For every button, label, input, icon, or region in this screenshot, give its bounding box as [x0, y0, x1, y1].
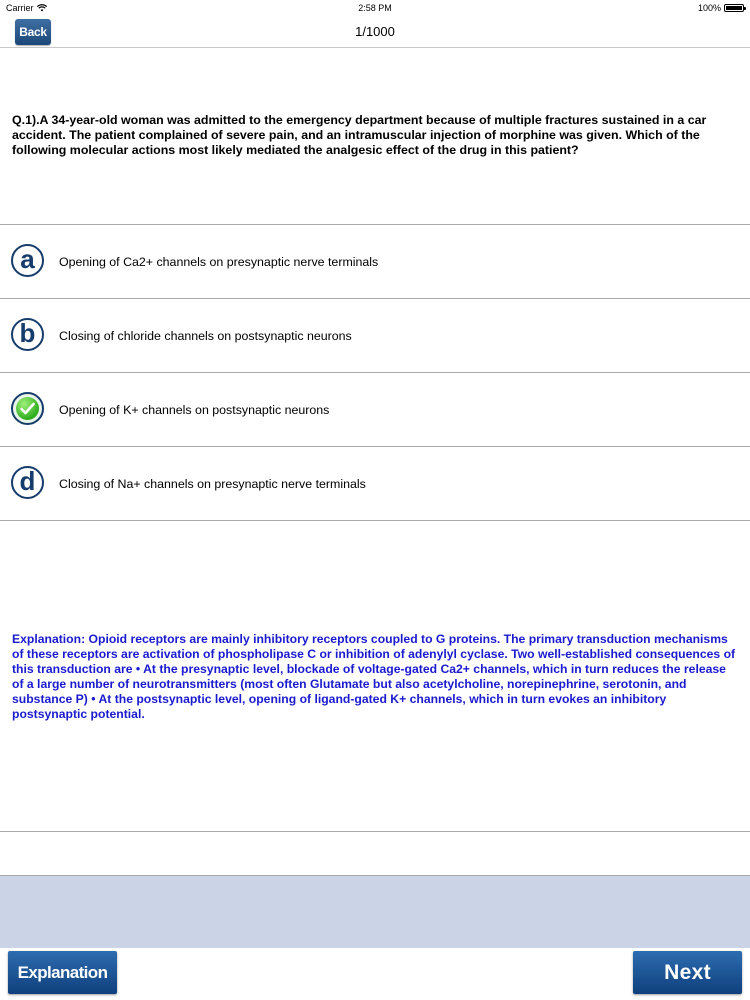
option-text: Closing of chloride channels on postsynaptic neurons — [59, 328, 352, 343]
option-text: Opening of Ca2+ channels on presynaptic nerve terminals — [59, 254, 379, 269]
question-text: Q.1).A 34-year-old woman was admitted to the emergency department because of multiple fractures sustained in a car accident. The patient complained of severe pain, and an intramuscular injection of morphine was given. Which of the following molecular actions most likely mediated the analgesic effect of the drug in this patient? — [12, 113, 707, 157]
explanation-text: Explanation: Opioid receptors are mainly inhibitory receptors coupled to G proteins. The primary transduction mechanisms of these receptors are activation of phospholipase C or inhibition of adenylyl cyclase. Two well-established consequences of this transduction are • At the presynaptic level, blockade of voltage-gated Ca2+ channels, which in turn reduces the release of a large number of neurotransmitters (most often Glutamate but also acetylcholine, norepinephrine, serotonin, and substance P) • At the postsynaptic level, opening of ligand-gated K+ channels, which in turn evokes an inhibitory postsynaptic potential. — [12, 632, 736, 721]
back-button[interactable]: Back — [15, 19, 51, 45]
checkmark-icon — [11, 392, 44, 425]
battery-percent: 100% — [697, 3, 721, 13]
divider — [0, 831, 750, 832]
option-d-badge-icon — [11, 466, 44, 499]
option-b-badge-icon — [11, 318, 44, 351]
option-a-badge-icon — [11, 244, 44, 277]
option-letter: a — [20, 244, 35, 274]
nav-bar — [0, 16, 750, 48]
next-button[interactable]: Next — [633, 951, 742, 994]
bottom-toolbar-band — [0, 876, 750, 948]
option-a[interactable] — [0, 225, 750, 298]
option-c[interactable] — [0, 373, 750, 446]
divider — [0, 520, 750, 521]
option-letter: d — [19, 466, 36, 496]
carrier-label: Carrier — [6, 3, 34, 13]
option-text: Opening of K+ channels on postsynaptic neurons — [59, 402, 330, 417]
clock: 2:58 PM — [358, 3, 392, 13]
battery-indicator — [698, 3, 744, 13]
question-counter: 1/1000 — [355, 24, 395, 39]
option-text: Closing of Na+ channels on presynaptic nerve terminals — [59, 476, 366, 491]
explanation-button[interactable]: Explanation — [8, 951, 117, 994]
status-bar — [0, 0, 750, 16]
battery-icon — [724, 4, 744, 12]
option-d[interactable] — [0, 447, 750, 520]
option-b[interactable] — [0, 299, 750, 372]
option-letter: b — [19, 318, 36, 348]
